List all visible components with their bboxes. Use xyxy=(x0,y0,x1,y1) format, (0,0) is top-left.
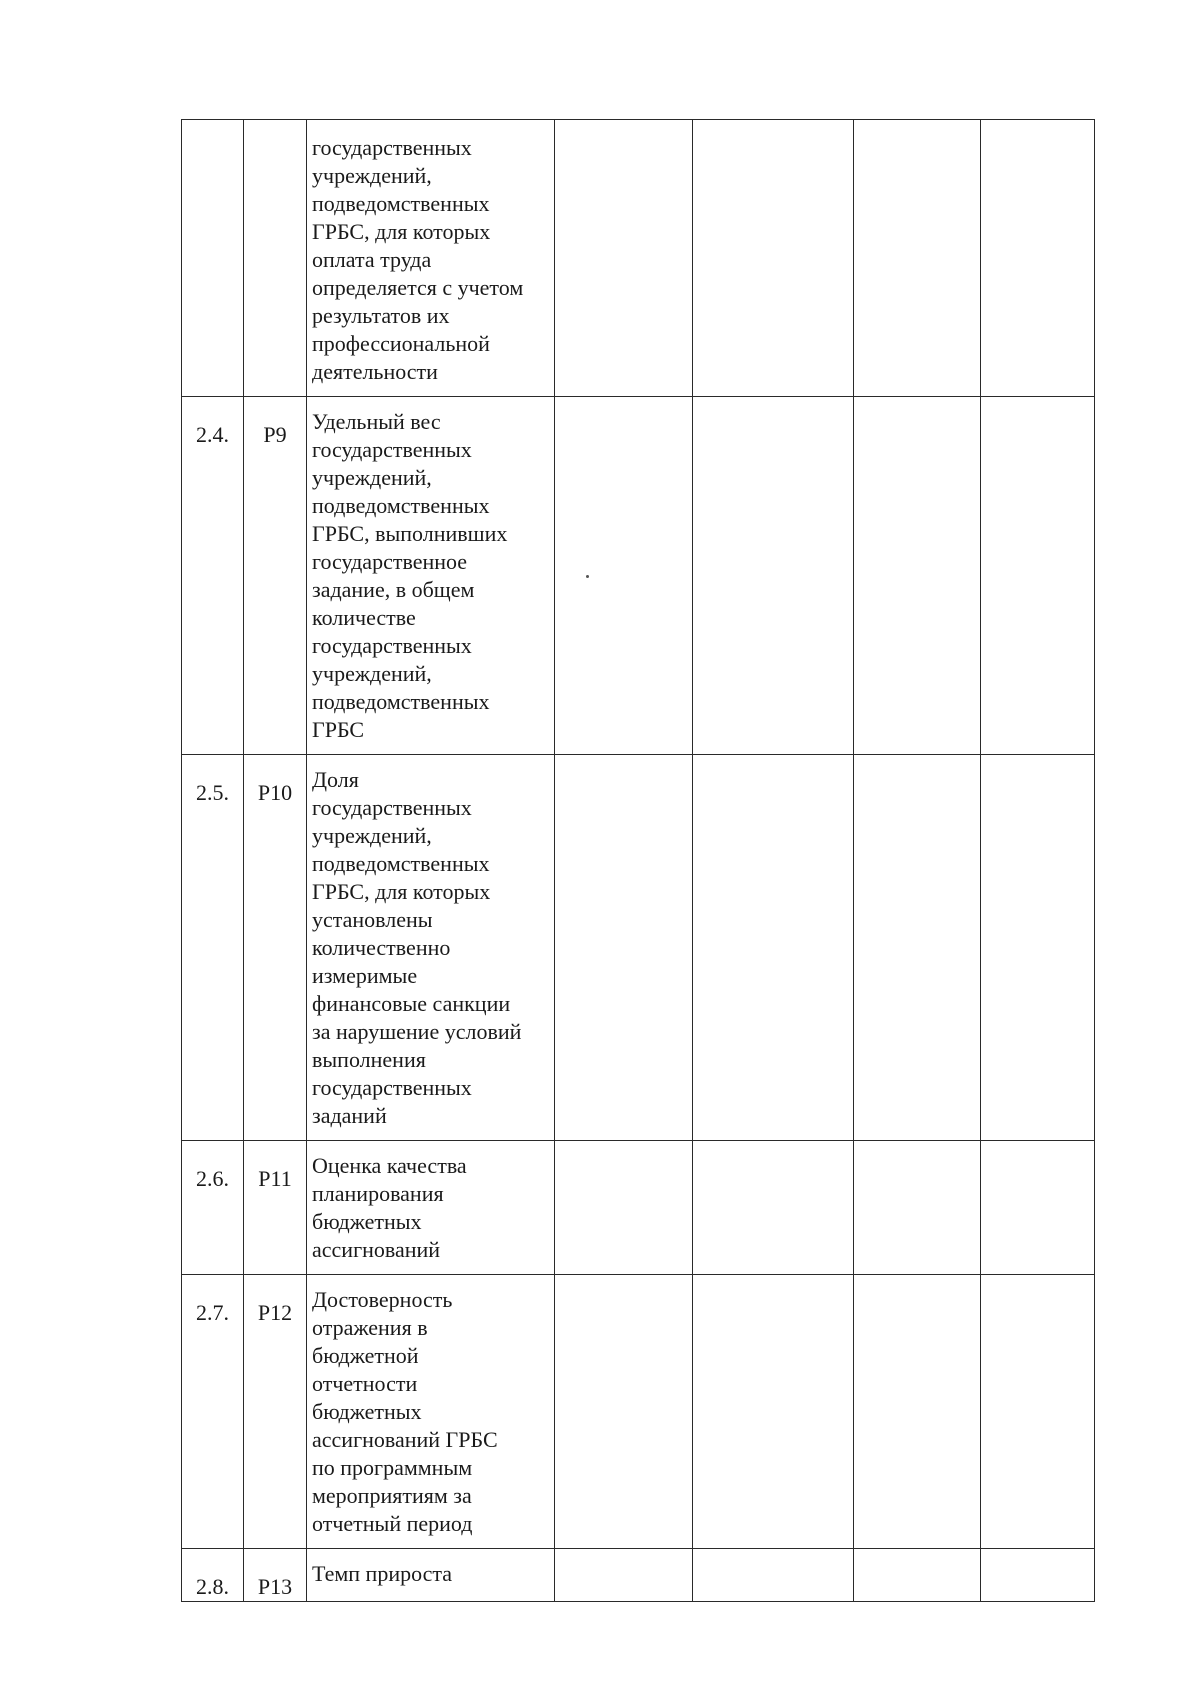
empty-cell xyxy=(981,397,1095,755)
indicator-code-cell xyxy=(244,1275,307,1549)
indicator-name: Оценка качества планирования бюджетных ассигнований xyxy=(312,1153,467,1262)
empty-cell xyxy=(693,1549,854,1602)
empty-cell xyxy=(693,1141,854,1275)
empty-cell xyxy=(555,755,693,1141)
empty-cell xyxy=(854,755,981,1141)
table-row xyxy=(182,1549,1095,1602)
indicator-name-cell xyxy=(307,120,555,397)
indicator-name: Доля государственных учреждений, подведомственных ГРБС, для которых установлены количественно измеримые финансовые санкции за нарушение условий выполнения государственных заданий xyxy=(312,767,522,1128)
indicator-name-cell xyxy=(307,1549,555,1602)
indicator-name-cell xyxy=(307,397,555,755)
empty-cell xyxy=(854,120,981,397)
row-number: 2.4. xyxy=(196,422,229,447)
table-row xyxy=(182,1275,1095,1549)
empty-cell xyxy=(693,397,854,755)
indicator-code: Р12 xyxy=(257,1300,293,1325)
row-number: 2.5. xyxy=(196,780,229,805)
indicator-name-cell xyxy=(307,1275,555,1549)
indicator-code-cell xyxy=(244,755,307,1141)
indicator-name-cell xyxy=(307,755,555,1141)
indicator-code-cell xyxy=(244,1141,307,1275)
scan-speck xyxy=(586,575,589,578)
table-row xyxy=(182,120,1095,397)
row-number-cell xyxy=(182,397,244,755)
indicator-code-cell xyxy=(244,397,307,755)
row-number-cell xyxy=(182,1141,244,1275)
row-number: 2.6. xyxy=(196,1166,229,1191)
indicator-code xyxy=(244,120,306,144)
indicator-name: государственных учреждений, подведомственных ГРБС, для которых оплата труда определяется с учетом результатов их профессиональной деятельности xyxy=(312,135,524,384)
row-number xyxy=(182,120,243,144)
row-number-cell xyxy=(182,120,244,397)
table-row xyxy=(182,397,1095,755)
indicator-code: Р13 xyxy=(257,1574,293,1599)
indicator-name: Темп прироста xyxy=(312,1561,453,1586)
empty-cell xyxy=(981,1275,1095,1549)
table-row xyxy=(182,1141,1095,1275)
empty-cell xyxy=(854,1141,981,1275)
empty-cell xyxy=(693,755,854,1141)
row-number-cell xyxy=(182,755,244,1141)
indicator-name: Достоверность отражения в бюджетной отчетности бюджетных ассигнований ГРБС по программным мероприятиям за отчетный период xyxy=(312,1287,498,1536)
empty-cell xyxy=(981,1549,1095,1602)
empty-cell xyxy=(854,1275,981,1549)
empty-cell xyxy=(555,120,693,397)
indicators-table xyxy=(181,119,1095,1602)
indicator-code: Р10 xyxy=(257,780,293,805)
indicator-code-cell xyxy=(244,1549,307,1602)
indicator-code: Р9 xyxy=(263,422,287,447)
empty-cell xyxy=(981,120,1095,397)
indicator-code: Р11 xyxy=(258,1166,292,1191)
row-number-cell xyxy=(182,1275,244,1549)
empty-cell xyxy=(981,1141,1095,1275)
empty-cell xyxy=(555,1275,693,1549)
empty-cell xyxy=(854,397,981,755)
table-row xyxy=(182,755,1095,1141)
indicator-name-cell xyxy=(307,1141,555,1275)
empty-cell xyxy=(555,1141,693,1275)
empty-cell xyxy=(693,120,854,397)
indicator-name: Удельный вес государственных учреждений, подведомственных ГРБС, выполнивших государственное задание, в общем количестве государственных учреждений, подведомственных ГРБС xyxy=(312,409,508,742)
empty-cell xyxy=(854,1549,981,1602)
row-number-cell xyxy=(182,1549,244,1602)
empty-cell xyxy=(555,1549,693,1602)
table-body xyxy=(182,120,1095,1602)
empty-cell xyxy=(555,397,693,755)
row-number: 2.7. xyxy=(196,1300,229,1325)
indicator-code-cell xyxy=(244,120,307,397)
empty-cell xyxy=(981,755,1095,1141)
row-number: 2.8. xyxy=(196,1574,229,1599)
empty-cell xyxy=(693,1275,854,1549)
